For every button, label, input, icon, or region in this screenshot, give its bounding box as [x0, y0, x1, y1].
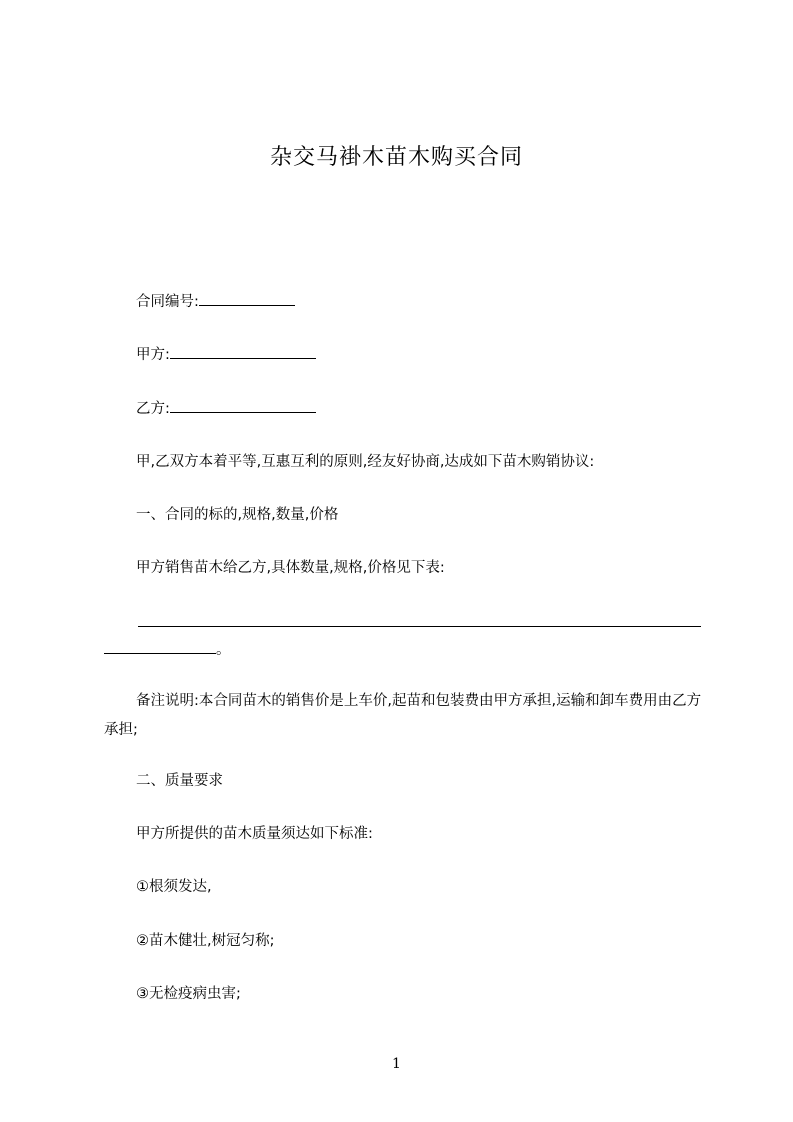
page-number: 1 — [392, 1056, 401, 1072]
party-a-line — [136, 344, 316, 365]
section1-heading: 一、合同的标的,规格,数量,价格 — [136, 507, 339, 523]
contract-number-label: 合同编号: — [136, 294, 199, 310]
intro-paragraph: 甲,乙双方本着平等,互惠互利的原则,经友好协商,达成如下苗木购销协议: — [136, 454, 595, 470]
document-title: 杂交马褂木苗木购买合同 — [269, 145, 523, 170]
party-b-blank — [170, 398, 316, 413]
party-a-blank — [170, 344, 316, 359]
section1-text: 甲方销售苗木给乙方,具体数量,规格,价格见下表: — [136, 560, 445, 576]
contract-number-line — [136, 291, 295, 312]
contract-number-blank — [199, 291, 295, 306]
table-line-end: 。 — [216, 642, 231, 658]
section2-text: 甲方所提供的苗木质量须达如下标准: — [136, 826, 373, 842]
section2-heading: 二、质量要求 — [136, 773, 223, 789]
table-blank-line-2 — [104, 653, 216, 654]
quality-item-3: ③无检疫病虫害; — [136, 986, 241, 1002]
party-a-label: 甲方: — [136, 347, 170, 363]
table-blank-line-1 — [138, 626, 701, 627]
quality-item-1: ①根须发达, — [136, 879, 212, 895]
note-paragraph: 备注说明:本合同苗木的销售价是上车价,起苗和包装费由甲方承担,运输和卸车费用由乙方承担; — [104, 693, 702, 738]
quality-item-2: ②苗木健壮,树冠匀称; — [136, 933, 275, 949]
party-b-line — [136, 398, 316, 419]
party-b-label: 乙方: — [136, 401, 170, 417]
